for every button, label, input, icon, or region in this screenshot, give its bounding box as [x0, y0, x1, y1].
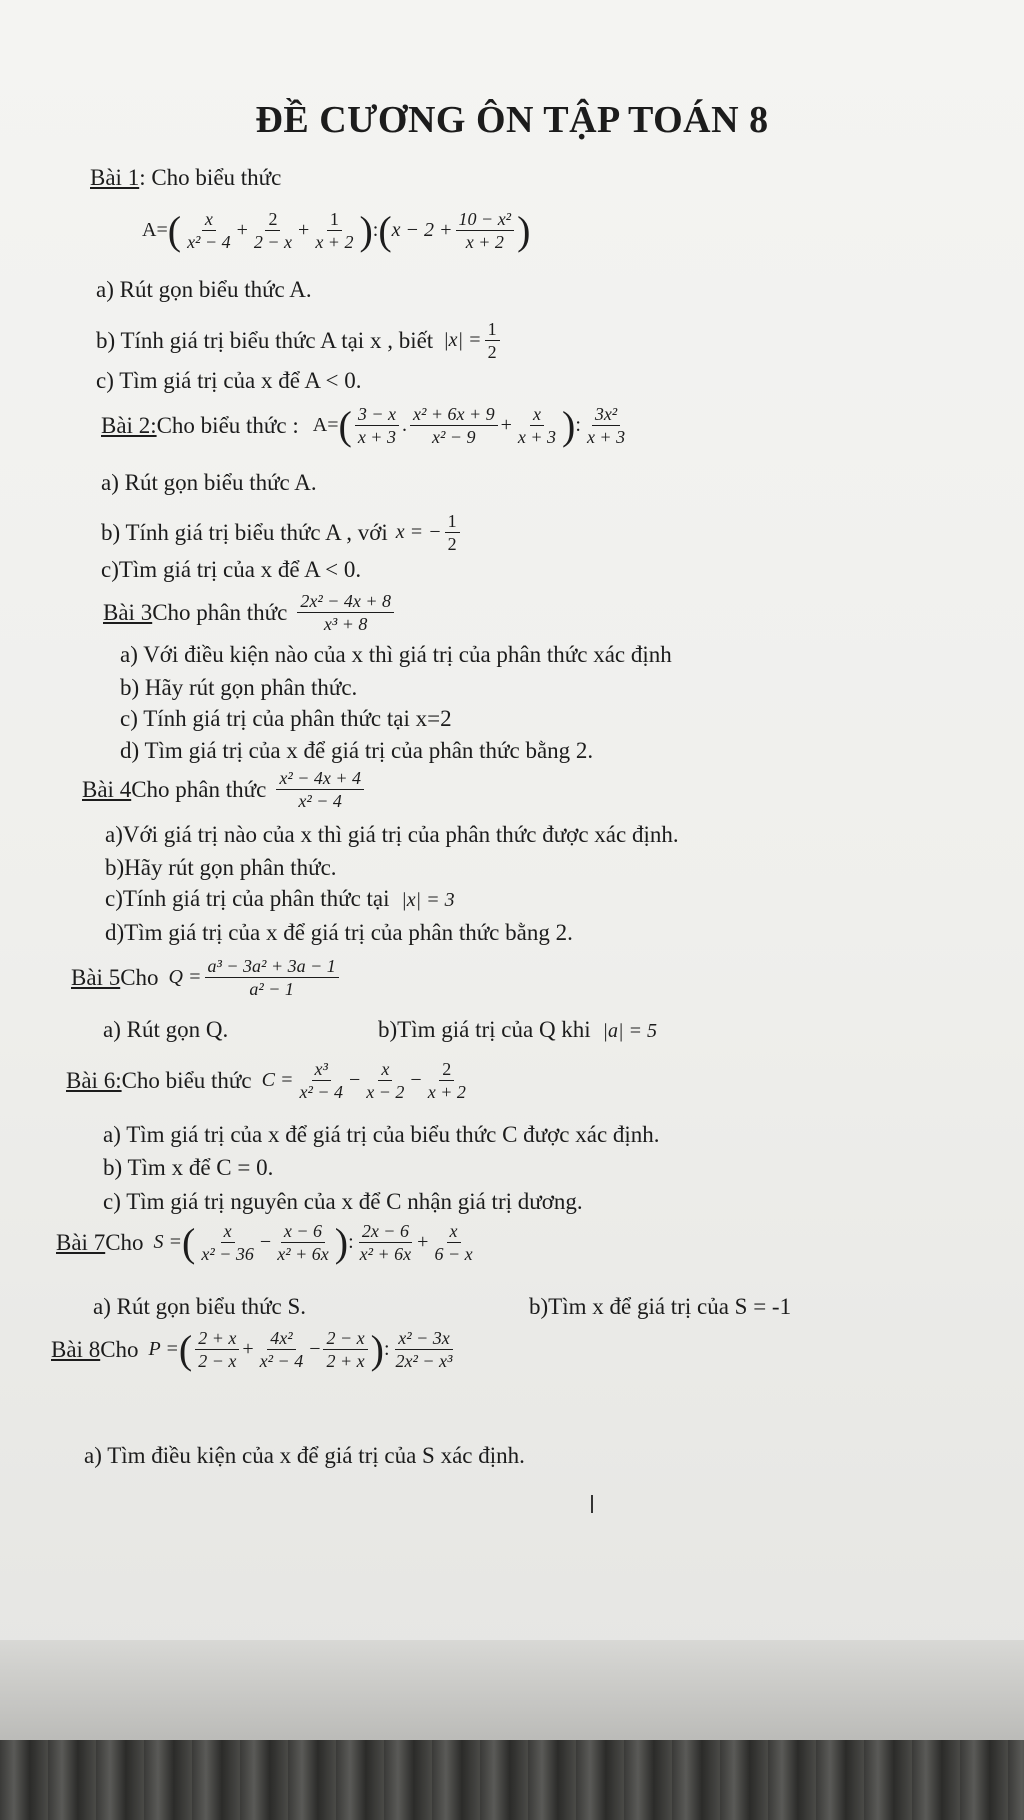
- exercise-2-heading: Bài 2: Cho biểu thức : A= ( $\frac{3 - x}{x + 3}$ . $\frac{\text{x² + 6x + 9}}{\text{x² − 9}}$ + $\frac{x}{x + 3}$ ) : $\frac{\text{3x²}}{x + 3}$: [101, 402, 626, 448]
- exercise-6-heading: Bài 6: Cho biểu thức C = $\frac{\text{x³}}{\text{x² − 4}}$ − $\frac{x}{x - 2}$ − $\frac{2}{x + 2}$: [66, 1059, 466, 1102]
- exercise-2-label: Bài 2:: [101, 412, 157, 438]
- exercise-5-part-a: a) Rút gọn Q.: [103, 1017, 229, 1042]
- exercise-8-label: Bài 8: [51, 1336, 101, 1362]
- exercise-1-part-b-text: b) Tính giá trị biểu thức A tại x , biết: [96, 327, 434, 353]
- exercise-3-part-d: d) Tìm giá trị của x để giá trị của phân thức bằng 2.: [120, 738, 594, 763]
- exercise-1-part-c: c) Tìm giá trị của x để A < 0.: [96, 368, 362, 393]
- exercise-2-part-c: c)Tìm giá trị của x để A < 0.: [101, 557, 362, 582]
- exercise-1-formula: A= ( $\frac{x}{\text{x² − 4}}$ + $\frac{2}{2 - x}$ + $\frac{1}{x + 2}$ ) : ( x − 2 + $\frac{\text{10 − x²}}{x + 2}$ ): [142, 207, 531, 253]
- exercise-4-heading: Bài 4 Cho phân thức $\frac{\text{x² − 4x + 4}}{\text{x² − 4}}$: [82, 767, 367, 812]
- exercise-3-intro: Cho phân thức: [152, 599, 288, 625]
- exercise-2-part-b-text: b) Tính giá trị biểu thức A , với: [101, 519, 388, 545]
- exercise-8-intro: Cho: [100, 1336, 139, 1362]
- exercise-4-part-a: a)Với giá trị nào của x thì giá trị của phân thức được xác định.: [105, 822, 679, 847]
- exercise-3-part-c: c) Tính giá trị của phân thức tại x=2: [120, 706, 452, 731]
- exercise-4-part-b: b)Hãy rút gọn phân thức.: [105, 855, 337, 880]
- exercise-5-part-b: b)Tìm giá trị của Q khi |a| = 5: [378, 1017, 657, 1042]
- exercise-8-part-a: a) Tìm điều kiện của x để giá trị của S xác định.: [84, 1443, 525, 1468]
- exercise-3-part-b: b) Hãy rút gọn phân thức.: [120, 675, 358, 700]
- exercise-6-label: Bài 6:: [66, 1067, 122, 1093]
- exercise-2-part-a: a) Rút gọn biểu thức A.: [101, 470, 317, 495]
- exercise-5-part-b-text: b)Tìm giá trị của Q khi: [378, 1017, 591, 1042]
- exercise-4-part-d: d)Tìm giá trị của x để giá trị của phân thức bằng 2.: [105, 920, 573, 945]
- exercise-6-intro: Cho biểu thức: [121, 1067, 252, 1093]
- exercise-6-part-b: b) Tìm x để C = 0.: [103, 1155, 274, 1180]
- exercise-1-label: Bài 1: [90, 165, 140, 190]
- exercise-4-label: Bài 4: [82, 776, 132, 802]
- exercise-3-label: Bài 3: [103, 599, 153, 625]
- exercise-7-intro: Cho: [105, 1229, 144, 1255]
- exercise-4-intro: Cho phân thức: [131, 776, 267, 802]
- exercise-7-part-a: a) Rút gọn biểu thức S.: [93, 1294, 307, 1319]
- exercise-3-part-a: a) Với điều kiện nào của x thì giá trị của phân thức xác định: [120, 642, 672, 667]
- exercise-5-intro: Cho: [120, 964, 159, 990]
- document-title: ĐỀ CƯƠNG ÔN TẬP TOÁN 8: [255, 99, 769, 141]
- exercise-4-part-c: c)Tính giá trị của phân thức tại |x| = 3: [105, 886, 455, 911]
- exercise-8-heading: Bài 8 Cho P = ( $\frac{2 + x}{2 - x}$ + $\frac{\text{4x²}}{\text{x² − 4}}$ − $\frac{2 - x}{2 + x}$ ) : $\frac{\text{x² − 3x}}{\text{2x² − x³}}$: [51, 1326, 453, 1372]
- floor-background: [0, 1740, 1024, 1820]
- exercise-1-part-b: b) Tính giá trị biểu thức A tại x , biết |x| = $\frac{1}{2}$: [96, 318, 503, 363]
- exercise-3-heading: Bài 3 Cho phân thức $\frac{\text{2x² − 4x + 8}}{\text{x³ + 8}}$: [103, 590, 397, 635]
- exercise-5-heading: Bài 5 Cho Q = $\frac{\text{a³ − 3a² + 3a − 1}}{\text{a² − 1}}$: [71, 955, 342, 1000]
- exercise-4-part-c-text: c)Tính giá trị của phân thức tại: [105, 886, 390, 911]
- exercise-6-part-c: c) Tìm giá trị nguyên của x để C nhận giá trị dương.: [103, 1189, 583, 1214]
- exercise-7-part-b: b)Tìm x để giá trị của S = -1: [529, 1294, 792, 1319]
- exercise-1-part-a: a) Rút gọn biểu thức A.: [96, 277, 312, 302]
- exercise-6-part-a: a) Tìm giá trị của x để giá trị của biểu thức C được xác định.: [103, 1122, 660, 1147]
- exercise-1-heading: [90, 165, 281, 191]
- exercise-5-label: Bài 5: [71, 964, 121, 990]
- exercise-2-intro: Cho biểu thức :: [156, 412, 299, 438]
- exercise-2-part-b: b) Tính giá trị biểu thức A , với x = − $\frac{1}{2}$: [101, 510, 463, 555]
- exercise-1-intro: : Cho biểu thức: [139, 165, 282, 190]
- exercise-7-heading: Bài 7 Cho S = ( $\frac{x}{\text{x² − 36}}$ − $\frac{x - 6}{\text{x² + 6x}}$ ) : $\frac{2x - 6}{\text{x² + 6x}}$ + $\frac{x}{6 - x}$: [56, 1219, 473, 1265]
- text-cursor-mark: [591, 1495, 593, 1513]
- exercise-7-label: Bài 7: [56, 1229, 106, 1255]
